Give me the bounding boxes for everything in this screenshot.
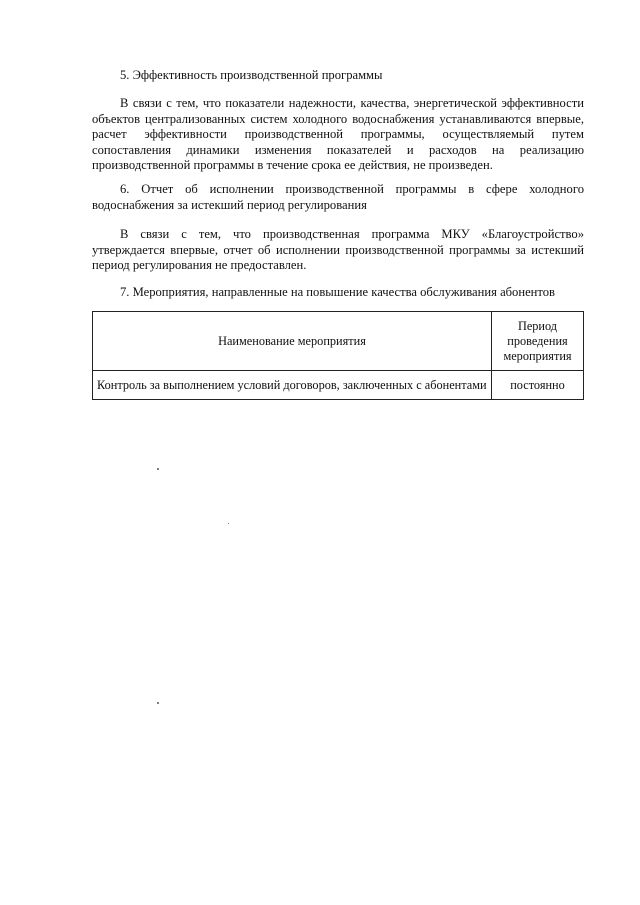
scan-speck [157, 468, 159, 470]
scan-speck [157, 702, 159, 704]
table-header-row [93, 312, 584, 371]
table-row [93, 371, 584, 400]
section-6-paragraph-block [92, 227, 584, 274]
section-5-paragraph-block [92, 96, 584, 174]
section-5-heading: 5. Эффективность производственной программы [120, 68, 383, 82]
scan-speck [228, 523, 229, 524]
section-5-paragraph: В связи с тем, что показатели надежности, качества, энергетической эффективности объектов централизованных систем холодного водоснабжения устанавливаются впервые, расчет эффективности производственной программы, осуществляемый путем сопоставления динамики изменения показателей и расходов на реализацию производственной программы в течение срока ее действия, не произведен. [92, 96, 584, 172]
section-6-paragraph: В связи с тем, что производственная программа МКУ «Благоустройство» утверждается впервые, отчет об исполнении производственной программы за истекший период регулирования не предоставлен. [92, 227, 584, 272]
table-cell-measure: Контроль за выполнением условий договоров, заключенных с абонентами [93, 371, 492, 400]
section-6-heading-block [92, 182, 584, 213]
section-7-heading: 7. Мероприятия, направленные на повышение качества обслуживания абонентов [120, 285, 556, 299]
measures-table [92, 311, 584, 400]
table-cell-period: постоянно [492, 371, 584, 400]
section-7-heading-block [92, 284, 584, 300]
section-5-heading-block [92, 67, 584, 83]
table-header-period: Период проведения мероприятия [492, 312, 584, 371]
section-6-heading: 6. Отчет об исполнении производственной программы в сфере холодного водоснабжения за истекший период регулирования [92, 182, 584, 212]
table-header-name: Наименование мероприятия [93, 312, 492, 371]
